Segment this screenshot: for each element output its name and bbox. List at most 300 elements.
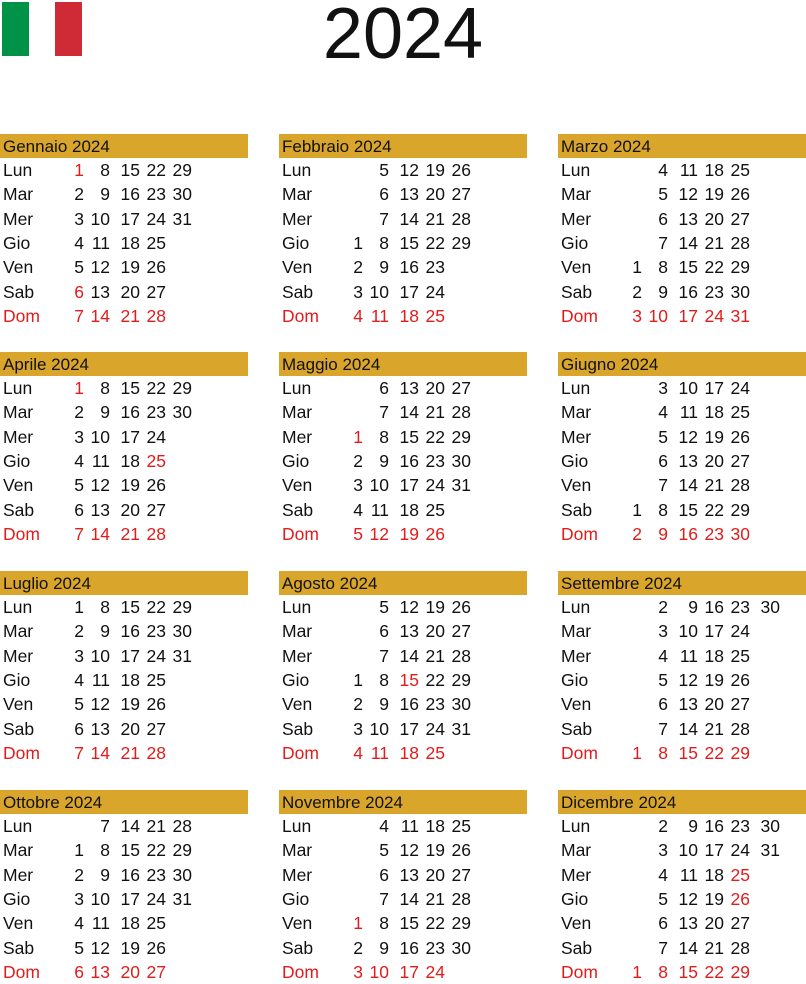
- day-number: 30: [451, 450, 471, 471]
- day-name: Dom: [282, 961, 319, 982]
- day-number: 3: [658, 840, 668, 861]
- day-number: 2: [74, 402, 84, 423]
- day-name: Lun: [282, 816, 312, 836]
- day-number: 23: [146, 402, 166, 423]
- week-row: [558, 255, 806, 279]
- day-name: Mer: [3, 208, 34, 229]
- week-row: [0, 231, 248, 255]
- week-row: [279, 449, 527, 473]
- day-number: 17: [704, 621, 724, 642]
- day-number: 12: [399, 160, 419, 180]
- day-name: Mar: [3, 184, 34, 205]
- day-name: Lun: [561, 816, 591, 836]
- day-number: 17: [704, 840, 724, 861]
- day-number: 2: [353, 257, 363, 278]
- day-number: 20: [425, 621, 445, 642]
- day-name: Dom: [561, 523, 598, 544]
- day-number: 14: [678, 475, 698, 496]
- week-row: [279, 595, 527, 619]
- day-number: 28: [146, 742, 166, 763]
- week-row: [279, 473, 527, 497]
- day-number: 12: [90, 937, 110, 958]
- day-number: 11: [400, 816, 419, 836]
- week-row: [279, 158, 527, 182]
- day-name: Gio: [282, 669, 310, 690]
- week-row: [558, 741, 806, 765]
- day-number: 3: [353, 961, 363, 982]
- day-number: 11: [679, 645, 698, 666]
- day-number: 26: [730, 888, 750, 909]
- week-row: [0, 304, 248, 328]
- day-number: 15: [678, 961, 698, 982]
- week-row: [0, 863, 248, 887]
- week-row: [279, 644, 527, 668]
- week-row: [279, 668, 527, 692]
- day-number: 16: [399, 257, 419, 278]
- week-row: [0, 644, 248, 668]
- day-number: 13: [399, 864, 419, 885]
- day-number: 18: [399, 499, 419, 520]
- day-number: 23: [704, 523, 724, 544]
- day-number: 1: [353, 232, 363, 253]
- day-number: 2: [353, 937, 363, 958]
- day-number: 6: [379, 621, 389, 642]
- day-number: 22: [425, 913, 445, 934]
- day-number: 9: [658, 523, 668, 544]
- day-number: 30: [760, 816, 780, 836]
- day-number: 5: [658, 184, 668, 205]
- month-title: Gennaio 2024: [0, 134, 248, 158]
- day-number: 27: [451, 864, 471, 885]
- day-number: 24: [425, 281, 445, 302]
- month-block: [558, 134, 806, 328]
- day-number: 26: [146, 694, 166, 715]
- month-title: Maggio 2024: [279, 352, 527, 376]
- month-block: [558, 790, 806, 984]
- month-title: Settembre 2024: [558, 571, 806, 595]
- day-number: 16: [120, 864, 140, 885]
- day-number: 7: [658, 232, 668, 253]
- day-number: 15: [120, 840, 140, 861]
- day-number: 20: [704, 450, 724, 471]
- day-number: 24: [425, 475, 445, 496]
- day-number: 21: [120, 523, 140, 544]
- day-number: 2: [353, 694, 363, 715]
- day-number: 9: [379, 257, 389, 278]
- day-number: 8: [658, 257, 668, 278]
- day-number: 5: [658, 888, 668, 909]
- week-row: [558, 207, 806, 231]
- day-number: 19: [399, 523, 419, 544]
- day-number: 16: [678, 281, 698, 302]
- month-title: Novembre 2024: [279, 790, 527, 814]
- week-row: [558, 692, 806, 716]
- day-number: 9: [100, 621, 110, 642]
- day-number: 27: [730, 694, 750, 715]
- day-number: 6: [74, 499, 84, 520]
- day-number: 2: [632, 523, 642, 544]
- day-number: 28: [172, 816, 192, 836]
- day-number: 11: [679, 402, 698, 423]
- week-row: [558, 595, 806, 619]
- week-row: [558, 960, 806, 984]
- week-row: [0, 182, 248, 206]
- day-number: 22: [146, 160, 166, 180]
- day-number: 6: [74, 961, 84, 982]
- day-number: 23: [425, 937, 445, 958]
- day-number: 3: [632, 305, 642, 326]
- day-number: 16: [399, 450, 419, 471]
- day-number: 17: [678, 305, 698, 326]
- day-number: 23: [146, 184, 166, 205]
- day-name: Mar: [282, 402, 313, 423]
- day-number: 12: [678, 669, 698, 690]
- day-number: 20: [704, 913, 724, 934]
- day-number: 17: [120, 426, 140, 447]
- day-number: 20: [704, 694, 724, 715]
- day-number: 19: [120, 475, 140, 496]
- week-row: [0, 960, 248, 984]
- month-block: [558, 352, 806, 546]
- day-number: 1: [632, 499, 642, 520]
- day-name: Gio: [3, 232, 31, 253]
- day-number: 9: [100, 402, 110, 423]
- day-number: 2: [658, 597, 668, 617]
- day-number: 16: [704, 597, 724, 617]
- week-row: [558, 668, 806, 692]
- day-number: 29: [730, 961, 750, 982]
- day-number: 18: [399, 742, 419, 763]
- week-row: [558, 911, 806, 935]
- day-number: 30: [172, 402, 192, 423]
- day-number: 14: [399, 888, 419, 909]
- day-number: 21: [120, 742, 140, 763]
- month-title: Ottobre 2024: [0, 790, 248, 814]
- day-number: 24: [425, 961, 445, 982]
- day-number: 18: [425, 816, 445, 836]
- day-name: Mer: [561, 426, 592, 447]
- day-number: 30: [451, 694, 471, 715]
- week-row: [279, 522, 527, 546]
- day-number: 27: [451, 184, 471, 205]
- day-name: Dom: [561, 961, 598, 982]
- day-number: 19: [704, 184, 724, 205]
- day-name: Mar: [3, 402, 34, 423]
- week-row: [558, 304, 806, 328]
- day-name: Gio: [282, 888, 310, 909]
- day-name: Dom: [561, 742, 598, 763]
- day-number: 27: [730, 450, 750, 471]
- day-number: 8: [100, 597, 110, 617]
- day-number: 25: [425, 742, 445, 763]
- week-row: [558, 887, 806, 911]
- month-block: [0, 352, 248, 546]
- day-number: 12: [678, 888, 698, 909]
- day-number: 4: [74, 669, 84, 690]
- day-number: 31: [451, 475, 471, 496]
- day-number: 22: [146, 378, 166, 398]
- day-number: 5: [379, 160, 389, 180]
- day-number: 15: [399, 232, 419, 253]
- day-number: 22: [425, 232, 445, 253]
- day-number: 29: [451, 913, 471, 934]
- day-number: 28: [146, 523, 166, 544]
- day-number: 24: [146, 426, 166, 447]
- day-number: 27: [146, 961, 166, 982]
- week-row: [279, 255, 527, 279]
- day-name: Mar: [282, 621, 313, 642]
- day-number: 30: [760, 597, 780, 617]
- day-number: 1: [353, 426, 363, 447]
- week-row: [558, 717, 806, 741]
- day-number: 11: [370, 305, 389, 326]
- day-number: 10: [648, 305, 668, 326]
- day-name: Lun: [3, 597, 33, 617]
- day-number: 7: [74, 305, 84, 326]
- week-row: [279, 838, 527, 862]
- day-name: Mar: [3, 840, 34, 861]
- week-row: [279, 741, 527, 765]
- day-number: 5: [658, 426, 668, 447]
- day-number: 3: [353, 718, 363, 739]
- day-number: 29: [730, 257, 750, 278]
- month-block: [279, 571, 527, 765]
- day-number: 25: [425, 499, 445, 520]
- day-number: 23: [730, 816, 750, 836]
- day-number: 14: [399, 208, 419, 229]
- day-number: 5: [353, 523, 363, 544]
- week-row: [0, 814, 248, 838]
- day-number: 8: [100, 840, 110, 861]
- day-number: 14: [90, 742, 110, 763]
- day-number: 26: [146, 937, 166, 958]
- day-name: Gio: [561, 450, 589, 471]
- day-name: Ven: [3, 694, 34, 715]
- day-number: 3: [74, 888, 84, 909]
- day-name: Dom: [3, 742, 40, 763]
- day-number: 11: [91, 913, 110, 934]
- day-name: Lun: [282, 597, 312, 617]
- day-name: Sab: [3, 718, 35, 739]
- day-number: 25: [146, 913, 166, 934]
- day-number: 15: [120, 378, 140, 398]
- day-number: 27: [730, 208, 750, 229]
- week-row: [0, 522, 248, 546]
- day-name: Lun: [3, 160, 33, 180]
- day-number: 9: [100, 184, 110, 205]
- day-number: 14: [678, 718, 698, 739]
- week-row: [0, 717, 248, 741]
- day-number: 18: [704, 402, 724, 423]
- week-row: [279, 400, 527, 424]
- day-number: 11: [679, 160, 698, 180]
- day-name: Sab: [561, 937, 593, 958]
- day-number: 5: [379, 597, 389, 617]
- day-name: Mar: [561, 402, 592, 423]
- day-number: 26: [451, 160, 471, 180]
- day-name: Sab: [3, 937, 35, 958]
- week-row: [0, 838, 248, 862]
- day-number: 13: [678, 913, 698, 934]
- day-number: 26: [451, 840, 471, 861]
- week-row: [558, 425, 806, 449]
- day-number: 25: [730, 864, 750, 885]
- day-number: 13: [90, 281, 110, 302]
- day-name: Gio: [3, 450, 31, 471]
- week-row: [0, 668, 248, 692]
- day-number: 5: [658, 669, 668, 690]
- day-number: 18: [120, 913, 140, 934]
- day-number: 19: [120, 937, 140, 958]
- day-name: Mer: [282, 864, 313, 885]
- day-number: 26: [146, 475, 166, 496]
- day-number: 21: [146, 816, 166, 836]
- day-number: 7: [658, 475, 668, 496]
- day-number: 29: [451, 426, 471, 447]
- day-number: 19: [120, 694, 140, 715]
- day-number: 1: [74, 378, 84, 398]
- day-name: Lun: [3, 816, 33, 836]
- day-number: 10: [90, 888, 110, 909]
- day-number: 21: [120, 305, 140, 326]
- day-number: 10: [678, 621, 698, 642]
- week-row: [279, 425, 527, 449]
- day-number: 1: [74, 840, 84, 861]
- day-number: 3: [74, 208, 84, 229]
- day-number: 17: [120, 645, 140, 666]
- day-number: 1: [74, 160, 84, 180]
- week-row: [279, 887, 527, 911]
- day-number: 26: [451, 597, 471, 617]
- month-block: [279, 790, 527, 984]
- day-number: 19: [704, 888, 724, 909]
- week-row: [558, 473, 806, 497]
- day-number: 4: [74, 232, 84, 253]
- day-number: 25: [146, 450, 166, 471]
- day-name: Lun: [282, 378, 312, 398]
- day-number: 3: [74, 645, 84, 666]
- week-row: [279, 182, 527, 206]
- day-number: 11: [91, 669, 110, 690]
- day-number: 26: [730, 669, 750, 690]
- day-number: 7: [658, 718, 668, 739]
- day-number: 21: [704, 937, 724, 958]
- day-name: Ven: [282, 257, 313, 278]
- day-number: 20: [120, 961, 140, 982]
- day-name: Ven: [282, 913, 313, 934]
- day-number: 11: [91, 232, 110, 253]
- day-number: 31: [172, 208, 192, 229]
- day-number: 21: [704, 475, 724, 496]
- day-number: 22: [704, 742, 724, 763]
- day-name: Mar: [282, 184, 313, 205]
- day-number: 15: [678, 257, 698, 278]
- day-name: Sab: [282, 499, 314, 520]
- week-row: [558, 449, 806, 473]
- day-name: Lun: [3, 378, 33, 398]
- day-number: 26: [730, 426, 750, 447]
- day-name: Sab: [282, 718, 314, 739]
- day-number: 17: [120, 888, 140, 909]
- day-name: Gio: [3, 888, 31, 909]
- day-number: 16: [399, 937, 419, 958]
- week-row: [558, 814, 806, 838]
- day-number: 25: [730, 160, 750, 180]
- week-row: [279, 911, 527, 935]
- week-row: [279, 231, 527, 255]
- week-row: [279, 207, 527, 231]
- week-row: [558, 231, 806, 255]
- week-row: [0, 376, 248, 400]
- day-number: 18: [399, 305, 419, 326]
- day-number: 5: [379, 840, 389, 861]
- week-row: [279, 376, 527, 400]
- week-row: [558, 498, 806, 522]
- day-name: Mar: [561, 840, 592, 861]
- week-row: [279, 863, 527, 887]
- day-name: Mer: [3, 426, 34, 447]
- day-number: 24: [730, 378, 750, 398]
- week-row: [558, 376, 806, 400]
- day-number: 1: [353, 913, 363, 934]
- day-number: 9: [688, 597, 698, 617]
- day-number: 12: [90, 475, 110, 496]
- day-number: 21: [704, 232, 724, 253]
- week-row: [558, 619, 806, 643]
- week-row: [279, 304, 527, 328]
- day-number: 17: [399, 718, 419, 739]
- day-number: 12: [678, 426, 698, 447]
- day-number: 14: [678, 937, 698, 958]
- day-name: Mer: [282, 426, 313, 447]
- week-row: [0, 619, 248, 643]
- day-number: 8: [379, 232, 389, 253]
- day-number: 17: [399, 281, 419, 302]
- day-number: 20: [425, 378, 445, 398]
- day-number: 6: [379, 184, 389, 205]
- month-block: [558, 571, 806, 765]
- day-number: 1: [74, 597, 84, 617]
- day-number: 22: [425, 669, 445, 690]
- week-row: [279, 692, 527, 716]
- day-number: 9: [379, 694, 389, 715]
- day-number: 13: [90, 499, 110, 520]
- day-number: 23: [425, 694, 445, 715]
- day-number: 7: [379, 208, 389, 229]
- day-number: 29: [172, 840, 192, 861]
- day-number: 16: [704, 816, 724, 836]
- day-number: 6: [74, 718, 84, 739]
- week-row: [0, 741, 248, 765]
- day-number: 8: [100, 378, 110, 398]
- day-number: 15: [399, 913, 419, 934]
- day-number: 6: [658, 694, 668, 715]
- day-number: 23: [425, 450, 445, 471]
- day-number: 23: [146, 621, 166, 642]
- day-number: 26: [730, 184, 750, 205]
- day-number: 30: [172, 621, 192, 642]
- day-number: 25: [730, 645, 750, 666]
- day-number: 13: [399, 184, 419, 205]
- day-number: 10: [369, 475, 389, 496]
- week-row: [0, 595, 248, 619]
- day-number: 24: [146, 888, 166, 909]
- day-number: 8: [658, 961, 668, 982]
- day-number: 23: [704, 281, 724, 302]
- day-number: 14: [678, 232, 698, 253]
- day-number: 10: [90, 208, 110, 229]
- day-number: 11: [370, 742, 389, 763]
